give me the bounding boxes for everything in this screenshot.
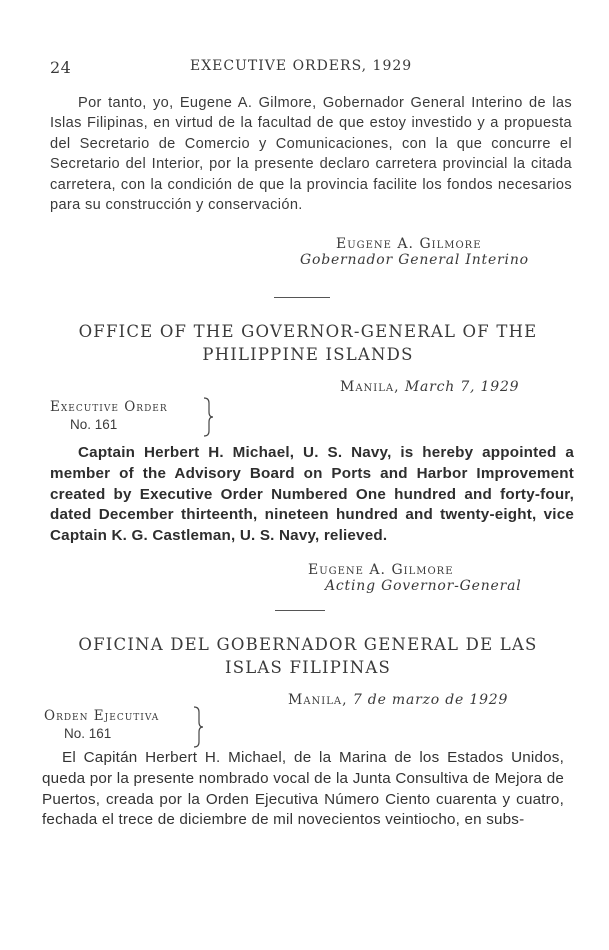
signature-name: Eugene A. Gilmore <box>336 236 482 252</box>
spanish-order-body: El Capitán Herbert H. Michael, de la Marina de los Estados Unidos, queda por la presente nombrado vocal de la Junta Consultiva de Mejora de Puertos, creada por la Orden Ejecutiva Número Ciento cuarenta y cuatro, fechada el trece de diciembre de mil novecientos veintiocho, en subs- <box>42 749 564 829</box>
right-brace-icon <box>192 706 204 748</box>
english-office-heading: OFFICE OF THE GOVERNOR-GENERAL OF THE PHILIPPINE ISLANDS <box>78 322 538 364</box>
section-divider <box>274 297 330 298</box>
dateline-date: March 7, 1929 <box>404 379 520 395</box>
page-number: 24 <box>50 58 72 77</box>
spanish-dateline <box>288 692 508 708</box>
english-dateline <box>340 379 519 395</box>
english-order-label <box>50 398 168 434</box>
page-header <box>50 58 566 80</box>
signature-title: Gobernador General Interino <box>300 252 529 268</box>
running-title: EXECUTIVE ORDERS, 1929 <box>190 58 413 74</box>
section-divider <box>275 610 325 611</box>
dateline-date: 7 de marzo de 1929 <box>352 692 509 708</box>
signature-title: Acting Governor-General <box>325 578 522 594</box>
signature-name: Eugene A. Gilmore <box>308 562 454 578</box>
spanish-paragraph-proclamation: Por tanto, yo, Eugene A. Gilmore, Gobernador General Interino de las Islas Filipinas, en virtud de la facultad de que estoy investido y a propuesta del Secretario de Comercio y Comunicaciones, con la que concurre el Secretario del Interior, por la presente declaro carretera provincial la citada carretera, con la condición de que la provincia facilite los fondos necesarios para su construcción y conservación. <box>50 95 572 214</box>
order-label-title: Executive Order <box>50 399 168 415</box>
dateline-place: Manila, <box>288 692 348 708</box>
signature-block-english <box>308 562 522 594</box>
dateline-place: Manila, <box>340 379 400 395</box>
order-label-number: No. 161 <box>70 417 118 432</box>
english-order-body: Captain Herbert H. Michael, U. S. Navy, is hereby appointed a member of the Advisory Board on Ports and Harbor Improvement created by Executive Order Numbered One hundred and forty-four, dated December thirteenth, nineteen hundred and twenty-eight, vice Captain K. G. Castleman, U. S. Navy, relieved. <box>50 444 574 545</box>
signature-block-spanish-1 <box>300 236 529 268</box>
spanish-order-label <box>44 707 159 743</box>
spanish-office-heading: OFICINA DEL GOBERNADOR GENERAL DE LAS ISLAS FILIPINAS <box>78 635 538 677</box>
right-brace-icon <box>202 397 214 437</box>
order-label-title: Orden Ejecutiva <box>44 708 160 724</box>
order-label-number: No. 161 <box>64 726 112 741</box>
